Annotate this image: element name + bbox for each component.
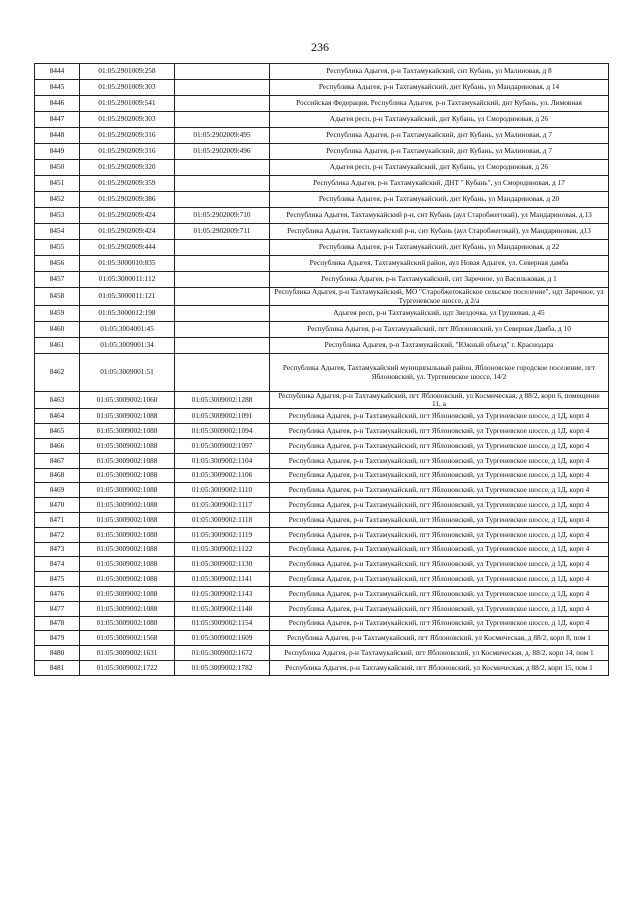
address: Республика Адыгея, р-н Тахтамукайский, пгт Яблоновский, ул Тургеневское шоссе, д 1Д, корп 4 — [270, 409, 609, 424]
address: Республика Адыгея, р-н Тахтамукайский, днт Кубань, ул Мандариновая, д 22 — [270, 240, 609, 256]
row-number: 8471 — [35, 512, 80, 527]
row-number: 8457 — [35, 272, 80, 288]
sub-cadastral-number: 01:05:3009002:1119 — [175, 527, 270, 542]
row-number: 8462 — [35, 354, 80, 392]
row-number: 8465 — [35, 424, 80, 439]
address: Республика Адыгея, р-н Тахтамукайский, пгт Яблоновский, ул Северная Дамба, д 10 — [270, 322, 609, 338]
row-number: 8469 — [35, 483, 80, 498]
cadastral-number: 01:05:2902009:316 — [80, 128, 175, 144]
cadastral-number: 01:05:3000011:112 — [80, 272, 175, 288]
sub-cadastral-number: 01:05:3009002:1609 — [175, 631, 270, 646]
row-number: 8474 — [35, 557, 80, 572]
cadastral-number: 01:05:3009002:1088 — [80, 438, 175, 453]
row-number: 8479 — [35, 631, 80, 646]
sub-cadastral-number: 01:05:3009002:1782 — [175, 660, 270, 675]
row-number: 8459 — [35, 306, 80, 322]
row-number: 8446 — [35, 96, 80, 112]
sub-cadastral-number: 01:05:3009002:1094 — [175, 424, 270, 439]
address: Республика Адыгея, р-н Тахтамукайский, днт Кубань, ул Малиновая, д 7 — [270, 128, 609, 144]
cadastral-number: 01:05:3009001:34 — [80, 338, 175, 354]
address: Республика Адыгея, р-н Тахтамукайский, пгт Яблоновский, ул Тургеневское шоссе, д 1Д, корп 4 — [270, 453, 609, 468]
address: Республика Адыгея, р-н Тахтамукайский, пгт Яблоновский, ул Тургеневское шоссе, д 1Д, корп 4 — [270, 601, 609, 616]
row-number: 8463 — [35, 392, 80, 409]
row-number: 8454 — [35, 224, 80, 240]
sub-cadastral-number — [175, 272, 270, 288]
table-row — [35, 288, 609, 306]
row-number: 8475 — [35, 572, 80, 587]
sub-cadastral-number — [175, 322, 270, 338]
row-number: 8448 — [35, 128, 80, 144]
cadastral-number: 01:05:3009002:1088 — [80, 483, 175, 498]
cadastral-number: 01:05:3009002:1631 — [80, 646, 175, 661]
address: Республика Адыгея, р-н Тахтамукайский, пгт Яблоновский, ул Тургеневское шоссе, д 1Д, корп 4 — [270, 616, 609, 631]
cadastral-number: 01:05:2902009:424 — [80, 208, 175, 224]
table-row — [35, 96, 609, 112]
cadastral-number: 01:05:2902009:424 — [80, 224, 175, 240]
row-number: 8452 — [35, 192, 80, 208]
address: Республика Адыгея, р-н Тахтамукайский, пгт Яблоновский, ул Тургеневское шоссе, д 1Д, корп 4 — [270, 438, 609, 453]
row-number: 8455 — [35, 240, 80, 256]
cadastral-number: 01:05:3009002:1088 — [80, 557, 175, 572]
address: Республика Адыгея, р-н Тахтамукайский, пгт Яблоновский, ул Тургеневское шоссе, д 1Д, корп 4 — [270, 498, 609, 513]
address: Республика Адыгея, Тахтамукайский муниципальный район, Яблоновское городское поселение, пгт Яблоновский, ул. Тургеневское шоссе, 14/2 — [270, 354, 609, 392]
address: Республика Адыгея, р-н Тахтамукайский, пгт Яблоновский, ул Космическая, д. 88/2, корп 14, пом 1 — [270, 646, 609, 661]
cadastral-number: 01:05:3000011:121 — [80, 288, 175, 306]
address: Республика Адыгея, р-н Тахтамукайский, пгт Яблоновский, ул Тургеневское шоссе, д 1Д, корп 4 — [270, 557, 609, 572]
cadastral-number: 01:05:2902009:359 — [80, 176, 175, 192]
row-number: 8447 — [35, 112, 80, 128]
address: Республика Адыгея, р-н Тахтамукайский, пгт Яблоновский, ул Тургеневское шоссе, д 1Д, корп 4 — [270, 468, 609, 483]
cadastral-number: 01:05:2902009:303 — [80, 112, 175, 128]
row-number: 8450 — [35, 160, 80, 176]
sub-cadastral-number — [175, 354, 270, 392]
address: Республика Адыгея, р-н Тахтамукайский, пгт Яблоновский, ул Тургеневское шоссе, д 1Д, корп 4 — [270, 527, 609, 542]
row-number: 8467 — [35, 453, 80, 468]
table-row — [35, 601, 609, 616]
cadastral-number: 01:05:3009002:1088 — [80, 527, 175, 542]
sub-cadastral-number — [175, 112, 270, 128]
registry-table — [34, 63, 609, 676]
cadastral-number: 01:05:3009002:1088 — [80, 498, 175, 513]
address: Республика Адыгея, Тахтамукайский район, аул Новая Адыгея, ул. Северная дамба — [270, 256, 609, 272]
row-number: 8476 — [35, 586, 80, 601]
table-row — [35, 527, 609, 542]
address: Российская Федерация, Республика Адыгея, р-н Тахтамукайский, днт Кубань, ул. Лимовная — [270, 96, 609, 112]
cadastral-number: 01:05:3009001:51 — [80, 354, 175, 392]
row-number: 8444 — [35, 64, 80, 80]
sub-cadastral-number: 01:05:3009002:1154 — [175, 616, 270, 631]
cadastral-number: 01:05:3009002:1088 — [80, 512, 175, 527]
cadastral-number: 01:05:3000010:835 — [80, 256, 175, 272]
row-number: 8477 — [35, 601, 80, 616]
address: Республика Адыгея, р-н Тахтамукайский, ДНТ " Кубань", ул Смородиновая, д 17 — [270, 176, 609, 192]
cadastral-number: 01:05:2901009:303 — [80, 80, 175, 96]
table-row — [35, 160, 609, 176]
table-row — [35, 322, 609, 338]
cadastral-number: 01:05:3009002:1088 — [80, 468, 175, 483]
cadastral-number: 01:05:3009002:1722 — [80, 660, 175, 675]
row-number: 8456 — [35, 256, 80, 272]
table-row — [35, 542, 609, 557]
row-number: 8470 — [35, 498, 80, 513]
table-row — [35, 586, 609, 601]
cadastral-number: 01:05:3000012:198 — [80, 306, 175, 322]
sub-cadastral-number — [175, 160, 270, 176]
row-number: 8481 — [35, 660, 80, 675]
registry-table-body — [35, 64, 609, 676]
page-number: 236 — [311, 40, 329, 54]
table-row — [35, 64, 609, 80]
address: Адыгея респ, р-н Тахтамукайский, ндт Звездочка, ул Грушевая, д 45 — [270, 306, 609, 322]
row-number: 8466 — [35, 438, 80, 453]
table-row — [35, 144, 609, 160]
cadastral-number: 01:05:3004001:45 — [80, 322, 175, 338]
address: Республика Адыгея, р-н Тахтамукайский, днт Кубань, ул Мандариновая, д 14 — [270, 80, 609, 96]
address: Республика Адыгея, р-н Тахтамукайский, пгт Яблоновский, ул Тургеневское шоссе, д 1Д, корп 4 — [270, 542, 609, 557]
address: Республика Адыгея, р-н Тахтамукайский, пгт Яблоновский, ул Тургеневское шоссе, д 1Д, корп 4 — [270, 483, 609, 498]
address: Республика Адыгея, Тахтамукайский р-н, снт Кубань (аул Старобжегокай), ул Мандариновая, д.13 — [270, 208, 609, 224]
row-number: 8453 — [35, 208, 80, 224]
table-row — [35, 112, 609, 128]
sub-cadastral-number — [175, 256, 270, 272]
address: Республика Адыгея, р-н Тахтамукайский, пгт Яблоновский, ул Космическая, д 88/2, корп 8, пом 1 — [270, 631, 609, 646]
table-row — [35, 438, 609, 453]
address: Адыгея респ, р-н Тахтамукайский, днт Кубань, ул Смородиновая, д 26 — [270, 112, 609, 128]
sub-cadastral-number — [175, 96, 270, 112]
cadastral-number: 01:05:2902009:316 — [80, 144, 175, 160]
row-number: 8472 — [35, 527, 80, 542]
table-row — [35, 192, 609, 208]
cadastral-number: 01:05:3009002:1088 — [80, 586, 175, 601]
sub-cadastral-number: 01:05:3009002:1143 — [175, 586, 270, 601]
sub-cadastral-number — [175, 192, 270, 208]
row-number: 8464 — [35, 409, 80, 424]
table-row — [35, 557, 609, 572]
sub-cadastral-number: 01:05:2902009:711 — [175, 224, 270, 240]
table-row — [35, 240, 609, 256]
address: Республика Адыгея, р-н Тахтамукайский, пгт Яблоновский, ул Космическая, д 88/2, корп 6, помещение 11, а — [270, 392, 609, 409]
sub-cadastral-number: 01:05:3009002:1141 — [175, 572, 270, 587]
cadastral-number: 01:05:3009002:1060 — [80, 392, 175, 409]
table-row — [35, 338, 609, 354]
table-row — [35, 631, 609, 646]
table-row — [35, 272, 609, 288]
sub-cadastral-number — [175, 80, 270, 96]
cadastral-number: 01:05:3009002:1088 — [80, 542, 175, 557]
table-row — [35, 483, 609, 498]
sub-cadastral-number: 01:05:3009002:1148 — [175, 601, 270, 616]
sub-cadastral-number: 01:05:3009002:1672 — [175, 646, 270, 661]
cadastral-number: 01:05:2902009:444 — [80, 240, 175, 256]
table-row — [35, 176, 609, 192]
address: Республика Адыгея, р-н Тахтамукайский, пгт Яблоновский, ул Тургеневское шоссе, д 1Д, корп 4 — [270, 586, 609, 601]
row-number: 8460 — [35, 322, 80, 338]
cadastral-number: 01:05:2902009:320 — [80, 160, 175, 176]
row-number: 8451 — [35, 176, 80, 192]
address: Республика Адыгея, р-н Тахтамукайский, днт Кубань, ул Мандариновая, д 20 — [270, 192, 609, 208]
sub-cadastral-number: 01:05:3009002:1097 — [175, 438, 270, 453]
sub-cadastral-number — [175, 64, 270, 80]
row-number: 8449 — [35, 144, 80, 160]
table-row — [35, 468, 609, 483]
table-row — [35, 392, 609, 409]
sub-cadastral-number — [175, 240, 270, 256]
table-row — [35, 128, 609, 144]
cadastral-number: 01:05:2901009:541 — [80, 96, 175, 112]
sub-cadastral-number: 01:05:3009002:1118 — [175, 512, 270, 527]
address: Республика Адыгея, р-н Тахтамукайский, днт Кубань, ул Малиновая, д 7 — [270, 144, 609, 160]
address: Республика Адыгея, р-н Тахтамукайский, пгт Яблоновский, ул Тургеневское шоссе, д 1Д, корп 4 — [270, 424, 609, 439]
table-row — [35, 498, 609, 513]
row-number: 8445 — [35, 80, 80, 96]
cadastral-number: 01:05:2902009:386 — [80, 192, 175, 208]
table-row — [35, 224, 609, 240]
address: Республика Адыгея, р-н Тахтамукайский, пгт Яблоновский, ул Тургеневское шоссе, д 1Д, корп 4 — [270, 572, 609, 587]
cadastral-number: 01:05:2901009:258 — [80, 64, 175, 80]
row-number: 8458 — [35, 288, 80, 306]
cadastral-number: 01:05:3009002:1088 — [80, 424, 175, 439]
table-row — [35, 80, 609, 96]
address: Республика Адыгея, Тахтамукайский р-н, снт Кубань (аул Старобжегокай), ул Мандариновая, д13 — [270, 224, 609, 240]
cadastral-number: 01:05:3009002:1088 — [80, 572, 175, 587]
cadastral-number: 01:05:3009002:1568 — [80, 631, 175, 646]
sub-cadastral-number: 01:05:3009002:1117 — [175, 498, 270, 513]
row-number: 8473 — [35, 542, 80, 557]
sub-cadastral-number: 01:05:2902009:495 — [175, 128, 270, 144]
address: Республика Адыгея, р-н Тахтамукайский, пгт Яблоновский, ул Тургеневское шоссе, д 1Д, корп 4 — [270, 512, 609, 527]
cadastral-number: 01:05:3009002:1088 — [80, 409, 175, 424]
table-row — [35, 424, 609, 439]
sub-cadastral-number — [175, 288, 270, 306]
table-row — [35, 306, 609, 322]
table-row — [35, 256, 609, 272]
sub-cadastral-number: 01:05:3009002:1122 — [175, 542, 270, 557]
cadastral-number: 01:05:3009002:1088 — [80, 453, 175, 468]
cadastral-number: 01:05:3009002:1088 — [80, 616, 175, 631]
sub-cadastral-number: 01:05:3009002:1288 — [175, 392, 270, 409]
sub-cadastral-number — [175, 176, 270, 192]
table-row — [35, 646, 609, 661]
table-row — [35, 409, 609, 424]
address: Республика Адыгея, р-н Тахтамукайский, пгт Яблоновский, ул Космическая, д 88/2, корп 15, пом 1 — [270, 660, 609, 675]
address: Республика Адыгея, р-н Тахтамукайский, МО "Старобжегокайское сельское поселение", ндт Заречное, ул Тургеневское шоссе, д 2/а — [270, 288, 609, 306]
table-row — [35, 572, 609, 587]
table-row — [35, 512, 609, 527]
address: Адыгея респ, р-н Тахтамукайский, днт Кубань, ул Смородиновая, д 26 — [270, 160, 609, 176]
cadastral-number: 01:05:3009002:1088 — [80, 601, 175, 616]
row-number: 8478 — [35, 616, 80, 631]
sub-cadastral-number — [175, 306, 270, 322]
sub-cadastral-number: 01:05:3009002:1106 — [175, 468, 270, 483]
sub-cadastral-number: 01:05:3009002:1104 — [175, 453, 270, 468]
sub-cadastral-number: 01:05:3009002:1110 — [175, 483, 270, 498]
sub-cadastral-number: 01:05:2902009:710 — [175, 208, 270, 224]
table-row — [35, 453, 609, 468]
sub-cadastral-number: 01:05:2902009:496 — [175, 144, 270, 160]
sub-cadastral-number: 01:05:3009002:1130 — [175, 557, 270, 572]
table-row — [35, 616, 609, 631]
sub-cadastral-number — [175, 338, 270, 354]
row-number: 8468 — [35, 468, 80, 483]
sub-cadastral-number: 01:05:3009002:1091 — [175, 409, 270, 424]
table-row — [35, 354, 609, 392]
address: Республика Адыгея, р-н Тахтамукайский, снт Кубань, ул Малиновая, д 8 — [270, 64, 609, 80]
row-number: 8480 — [35, 646, 80, 661]
row-number: 8461 — [35, 338, 80, 354]
address: Республика Адыгея, р-н Тахтамукайский, снт Заречное, ул Васильковая, д 1 — [270, 272, 609, 288]
address: Республика Адыгея, р-н Тахтамукайский, "Южный объезд" г. Краснодара — [270, 338, 609, 354]
table-row — [35, 208, 609, 224]
table-row — [35, 660, 609, 675]
